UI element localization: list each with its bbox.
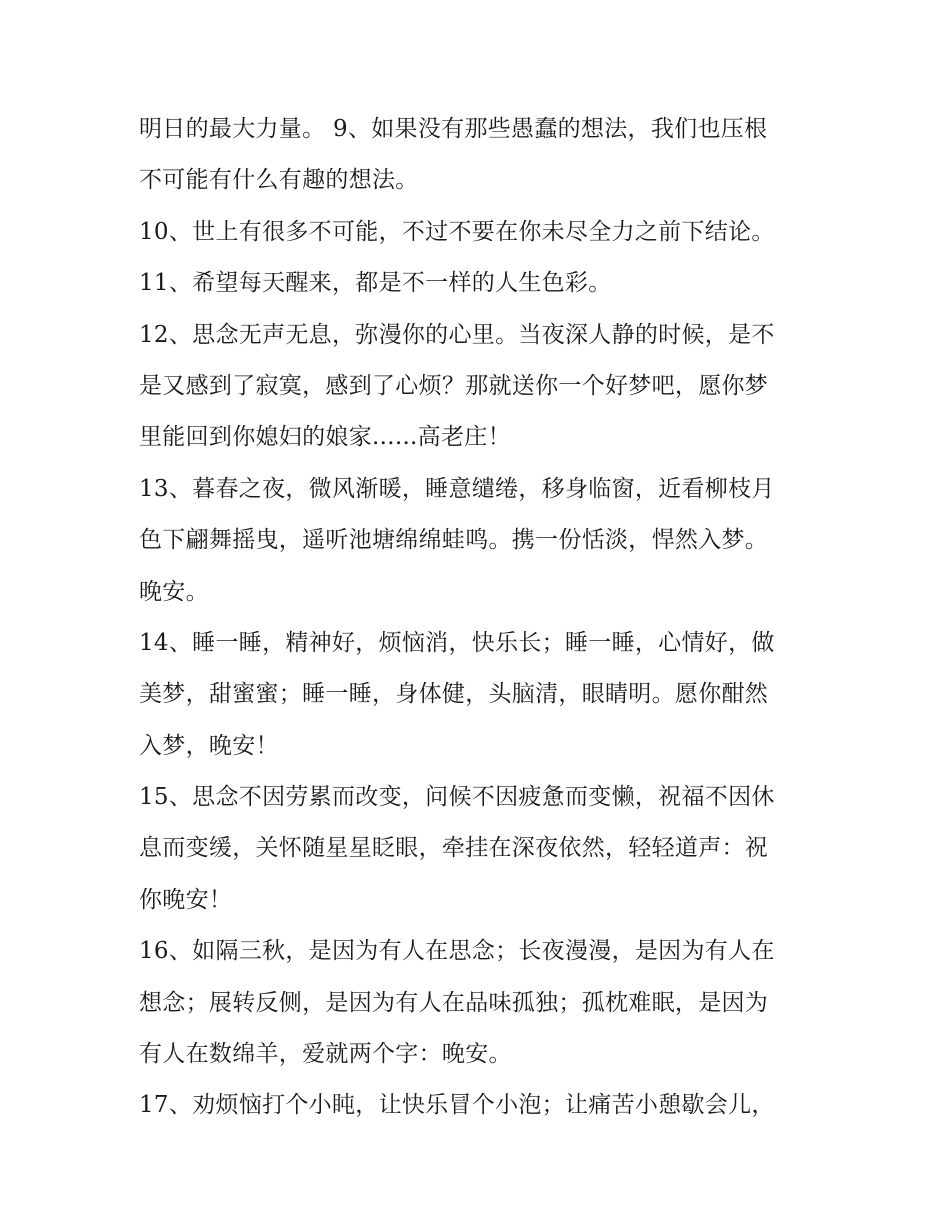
text-line: 11、希望每天醒来，都是不一样的人生色彩。 (139, 270, 612, 297)
text-line: 10、世上有很多不可能，不过不要在你未尽全力之前下结论。 (139, 218, 775, 245)
text-line: 息而变缓，关怀随星星眨眼，牵挂在深夜依然，轻轻道声：祝 (139, 835, 769, 862)
text-line: 是又感到了寂寞，感到了心烦？那就送你一个好梦吧，愿你梦 (139, 372, 769, 399)
text-line: 15、思念不因劳累而改变，问候不因疲惫而变懒，祝福不因休 (139, 784, 775, 811)
text-line: 明日的最大力量。 9、如果没有那些愚蠢的想法，我们也压根 (139, 116, 768, 142)
text-line: 13、暮春之夜，微风渐暖，睡意缱绻，移身临窗，近看柳枝月 (139, 475, 775, 502)
text-line: 不可能有什么有趣的想法。 (139, 167, 419, 194)
text-line: 16、如隔三秋，是因为有人在思念；长夜漫漫，是因为有人在 (139, 938, 775, 965)
text-line: 美梦，甜蜜蜜；睡一睡，身体健，头脑清，眼睛明。愿你酣然 (139, 681, 769, 708)
document-body (139, 104, 819, 1132)
text-line: 入梦，晚安！ (139, 732, 279, 759)
text-line: 14、睡一睡，精神好，烦恼消，快乐长；睡一睡，心情好，做 (139, 629, 775, 656)
text-line: 色下翩舞摇曳，遥听池塘绵绵蛙鸣。携一份恬淡，悍然入梦。 (139, 527, 769, 554)
text-line: 晚安。 (139, 578, 209, 605)
text-line: 12、思念无声无息，弥漫你的心里。当夜深人静的时候，是不 (139, 321, 775, 348)
text-line: 你晚安！ (139, 886, 233, 913)
text-line: 想念；展转反侧，是因为有人在品味孤独；孤枕难眠，是因为 (139, 989, 769, 1016)
text-line: 里能回到你媳妇的娘家......高老庄！ (139, 424, 511, 451)
text-line: 有人在数绵羊，爱就两个字：晚安。 (139, 1041, 512, 1068)
text-line: 17、劝烦恼打个小盹，让快乐冒个小泡；让痛苦小憩歇会儿， (139, 1092, 775, 1119)
